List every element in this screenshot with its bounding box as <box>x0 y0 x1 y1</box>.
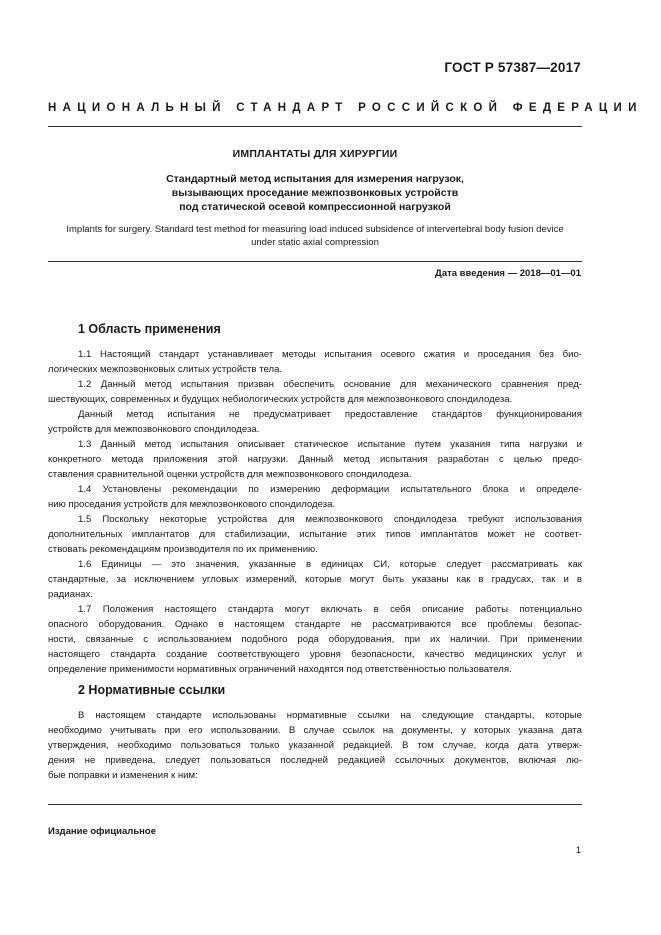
text-line: утверждения, необходимо пользоваться только указанной редакцией. В том случае, когда дата утверж- <box>48 740 582 751</box>
page-number: 1 <box>575 845 581 856</box>
text-line: 1.2 Данный метод испытания призван обеспечить основание для механического сравнения пред- <box>78 379 582 390</box>
text-line: стандартные, за исключением угловых измерений, которые могут быть указаны как в градусах, так и в <box>48 574 582 585</box>
text-line: 1.5 Поскольку некоторые устройства для межпозвонкового спондилодеза требуют использования <box>78 514 582 525</box>
text-line: 1.6 Единицы — это значения, указанные в единицах СИ, которые следует рассматривать как <box>78 559 582 570</box>
divider-top <box>48 126 582 127</box>
text-line: шествующих, современных и будущих небиологических устройств для межпозвонкового спондилодеза. <box>48 394 513 405</box>
text-line: В настоящем стандарте использованы нормативные ссылки на следующие стандарты, которые <box>78 710 582 721</box>
text-line: определение применимости нормативных ограничений находятся под ответственностью пользователя. <box>48 664 512 675</box>
english-title-line: under static axial compression <box>251 236 379 248</box>
text-line: ставления сравнительной оценки устройств для межпозвонкового спондилодеза. <box>48 469 412 480</box>
text-line: опасного оборудования. Однако в настоящем стандарте не рассматриваются все проблемы безопас- <box>48 619 582 630</box>
gost-code: ГОСТ Р 57387—2017 <box>444 60 581 75</box>
standard-title-line: Стандартный метод испытания для измерения нагрузок, <box>166 173 464 185</box>
section-1-body <box>48 347 582 677</box>
english-title <box>48 224 582 249</box>
text-line: настоящего стандарта создание соответствующего уровня безопасности, качество медицинских услуг и <box>48 649 582 660</box>
introduction-date: Дата введения — 2018—01—01 <box>435 268 581 279</box>
text-line: 1.3 Данный метод испытания описывает статическое испытание путем указания типа нагрузки и <box>78 439 582 450</box>
text-line: ствовать рекомендациям производителя по их применению. <box>48 544 318 555</box>
text-line: Данный метод испытания не предусматривает предоставление стандартов функционирования <box>78 409 582 420</box>
text-line: нию проседания устройств для межпозвонкового спондилодеза. <box>48 499 336 510</box>
english-title-line: Implants for surgery. Standard test method for measuring load induced subsidence of intervertebral body fusion device <box>66 224 564 235</box>
national-standard-heading: НАЦИОНАЛЬНЫЙ СТАНДАРТ РОССИЙСКОЙ ФЕДЕРАЦИИ <box>48 102 643 114</box>
text-line: логических межпозвонковых слитых устройств тела. <box>48 364 283 375</box>
text-line: 1.7 Положения настоящего стандарта могут включать в себя описание работы потенциально <box>78 604 582 615</box>
implants-title: ИМПЛАНТАТЫ ДЛЯ ХИРУРГИИ <box>232 148 398 160</box>
section-1-title: 1 Область применения <box>78 322 221 336</box>
divider-bottom <box>48 804 582 805</box>
text-line: радианах. <box>48 589 94 600</box>
standard-title-line: под статической осевой компрессионной нагрузкой <box>179 201 451 213</box>
text-line: ности, связанные с использованием подобного рода оборудования, при их наличии. При применении <box>48 634 582 645</box>
text-line: дополнительных имплантатов для стабилизации, испытание этих типов имплантатов может не соответ- <box>48 529 582 540</box>
official-edition-label: Издание официальное <box>48 826 156 837</box>
text-line: 1.1 Настоящий стандарт устанавливает методы испытания осевого сжатия и проседания без био- <box>78 349 582 360</box>
standard-title-line: вызывающих проседание межпозвонковых устройств <box>171 187 459 199</box>
text-line: конкретного метода приложения этой нагрузки. Данный метод испытания разработан с целью предо- <box>48 454 582 465</box>
text-line: 1.4 Установлены рекомендации по измерению деформации испытательного блока и определе- <box>78 484 582 495</box>
text-line: бые поправки и изменения к ним: <box>48 770 198 781</box>
section-2-title: 2 Нормативные ссылки <box>78 683 226 697</box>
text-line: необходимо учитывать при его использовании. В случае ссылок на документы, у которых указана дата <box>48 725 582 736</box>
text-line: дения не приведена, следует пользоваться последней редакцией ссылочных документов, включая лю- <box>48 755 582 766</box>
standard-title <box>48 172 582 214</box>
divider-middle <box>48 261 582 262</box>
text-line: устройств для межпозвонкового спондилодеза. <box>48 424 260 435</box>
section-2-body <box>48 708 582 783</box>
